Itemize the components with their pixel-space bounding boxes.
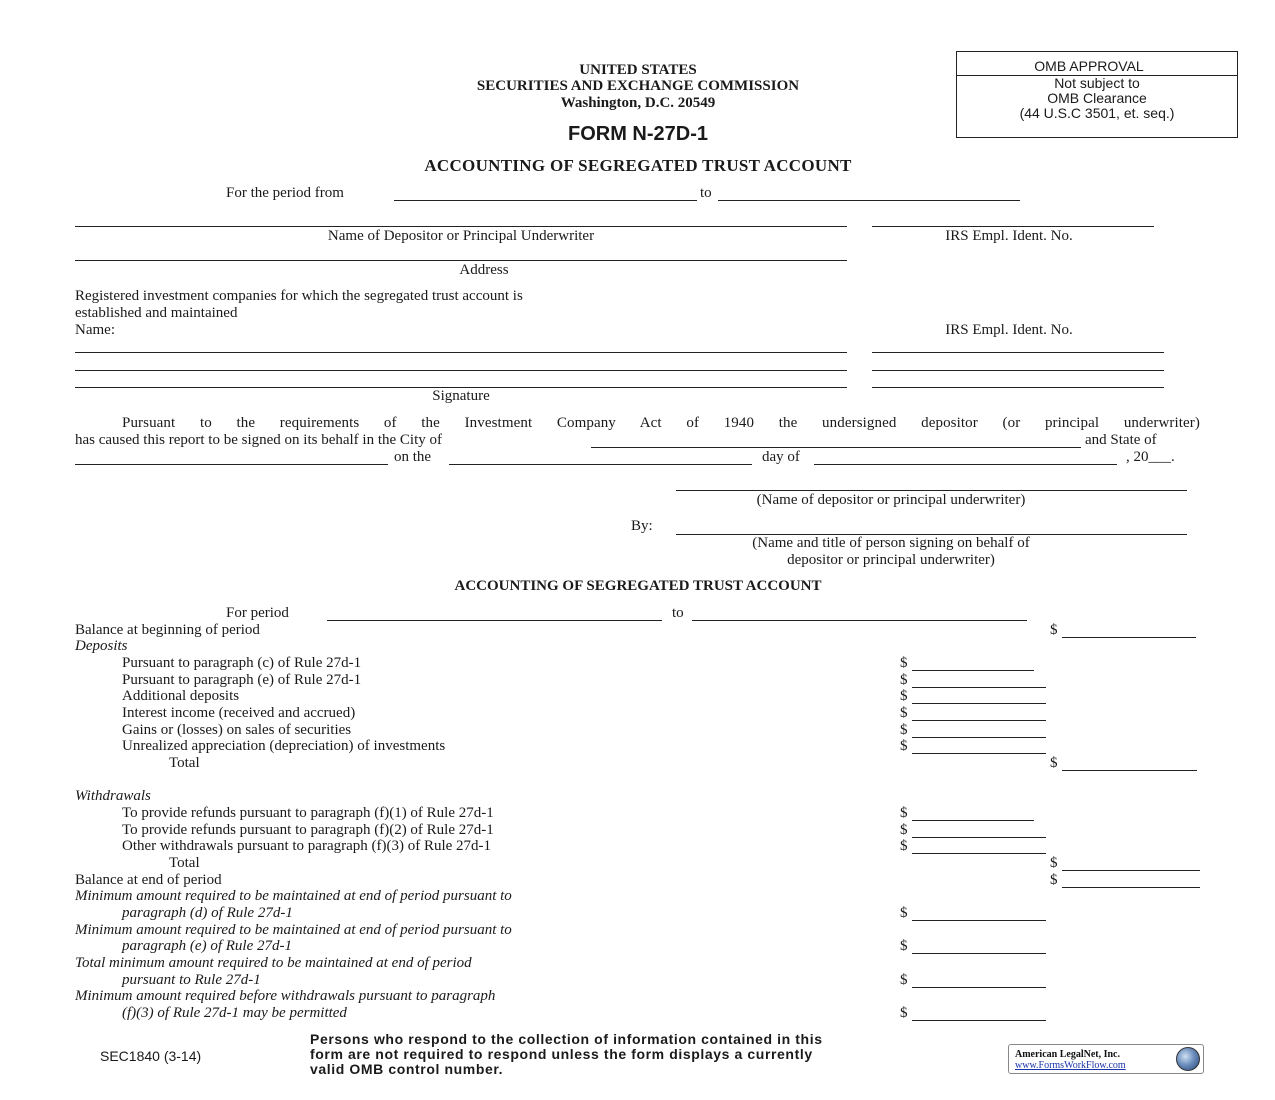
omb-approval-box: [956, 51, 1238, 138]
withdrawal-3-field[interactable]: [912, 853, 1046, 854]
attestation-year: , 20___.: [1126, 449, 1175, 465]
accounting-title: ACCOUNTING OF SEGREGATED TRUST ACCOUNT: [454, 578, 822, 594]
deposit-2-field[interactable]: [912, 687, 1046, 688]
omb-line-3: (44 U.S.C 3501, et. seq.): [1019, 105, 1175, 121]
signer-caption-1: (Name and title of person signing on behalf of: [752, 535, 1030, 551]
minimum-3-field[interactable]: [912, 987, 1046, 988]
omb-line-2: OMB Clearance: [1047, 90, 1147, 106]
withdrawals-total-dollar: $: [1050, 855, 1058, 871]
agency-line-3: Washington, D.C. 20549: [560, 95, 716, 111]
accounting-to-label: to: [672, 605, 684, 621]
publisher-logo[interactable]: [1008, 1044, 1204, 1074]
attestation-on-the: on the: [394, 449, 432, 465]
period-to-field[interactable]: [718, 200, 1020, 201]
deposits-heading: Deposits: [75, 638, 128, 654]
accounting-period-from-field[interactable]: [327, 620, 662, 621]
deposit-1-dollar: $: [900, 655, 908, 671]
globe-icon: [1176, 1047, 1200, 1071]
balance-begin-dollar: $: [1050, 622, 1058, 638]
company-irs-field-1[interactable]: [872, 352, 1164, 353]
city-field[interactable]: [591, 447, 1081, 448]
minimum-3-dollar: $: [900, 972, 908, 988]
withdrawal-item-2: To provide refunds pursuant to paragraph (f)(2) of Rule 27d-1: [122, 822, 494, 838]
withdrawal-item-3: Other withdrawals pursuant to paragraph (f)(3) of Rule 27d-1: [122, 838, 492, 854]
company-name-field-2[interactable]: [75, 370, 847, 371]
form-title: ACCOUNTING OF SEGREGATED TRUST ACCOUNT: [424, 156, 852, 175]
deposit-item-5: Gains or (losses) on sales of securities: [122, 722, 352, 738]
balance-begin-field[interactable]: [1062, 637, 1196, 638]
minimum-3-line-2: pursuant to Rule 27d-1: [122, 972, 261, 988]
month-field[interactable]: [814, 464, 1117, 465]
by-label: By:: [631, 518, 653, 534]
minimum-4-line-1: Minimum amount required before withdrawals pursuant to paragraph: [75, 988, 496, 1004]
depositor-name-field[interactable]: [75, 226, 847, 227]
notice-line-2: form are not required to respond unless the form displays a currently: [310, 1046, 813, 1062]
withdrawals-total-field[interactable]: [1062, 870, 1200, 871]
minimum-1-line-1: Minimum amount required to be maintained at end of period pursuant to: [75, 888, 512, 904]
companies-text-line-2: established and maintained: [75, 305, 238, 321]
omb-notice: [310, 1032, 990, 1077]
address-label: Address: [459, 262, 509, 278]
notice-line-1: Persons who respond to the collection of information contained in this: [310, 1031, 823, 1047]
companies-name-label: Name:: [75, 322, 115, 338]
withdrawals-heading: Withdrawals: [75, 788, 151, 804]
logo-url-link[interactable]: www.FormsWorkFlow.com: [1015, 1060, 1126, 1071]
deposit-2-dollar: $: [900, 672, 908, 688]
logo-company-name: American LegalNet, Inc.: [1015, 1049, 1120, 1060]
attestation-day-of: day of: [762, 449, 800, 465]
depositor-name-label: Name of Depositor or Principal Underwriter: [327, 228, 595, 244]
day-field[interactable]: [449, 464, 752, 465]
company-irs-field-2[interactable]: [872, 370, 1164, 371]
minimum-3-line-1: Total minimum amount required to be maintained at end of period: [75, 955, 472, 971]
deposit-6-dollar: $: [900, 738, 908, 754]
withdrawals-total-label: Total: [169, 855, 200, 871]
depositor-irs-label: IRS Empl. Ident. No.: [945, 228, 1073, 244]
depositor-signature-field[interactable]: [676, 490, 1187, 491]
address-field[interactable]: [75, 260, 847, 261]
withdrawal-2-dollar: $: [900, 822, 908, 838]
company-irs-field-3[interactable]: [872, 387, 1164, 388]
minimum-1-line-2: paragraph (d) of Rule 27d-1: [122, 905, 293, 921]
deposit-3-field[interactable]: [912, 703, 1046, 704]
attestation-line-1: Pursuant to the requirements of the Investment Company Act of 1940 the undersigned depositor (or principal underwriter): [122, 415, 1200, 431]
period-from-label: For the period from: [226, 185, 344, 201]
minimum-4-dollar: $: [900, 1005, 908, 1021]
withdrawal-3-dollar: $: [900, 838, 908, 854]
deposit-4-dollar: $: [900, 705, 908, 721]
minimum-4-line-2: (f)(3) of Rule 27d-1 may be permitted: [122, 1005, 347, 1021]
deposits-total-dollar: $: [1050, 755, 1058, 771]
withdrawal-2-field[interactable]: [912, 837, 1046, 838]
deposit-item-3: Additional deposits: [122, 688, 240, 704]
withdrawal-1-dollar: $: [900, 805, 908, 821]
balance-end-field[interactable]: [1062, 887, 1200, 888]
depositor-irs-field[interactable]: [872, 226, 1154, 227]
withdrawal-item-1: To provide refunds pursuant to paragraph (f)(1) of Rule 27d-1: [122, 805, 494, 821]
deposit-5-field[interactable]: [912, 737, 1046, 738]
deposit-item-1: Pursuant to paragraph (c) of Rule 27d-1: [122, 655, 362, 671]
deposits-total-field[interactable]: [1062, 770, 1197, 771]
form-code: SEC1840 (3-14): [100, 1048, 202, 1064]
signature-label: Signature: [432, 388, 490, 404]
deposit-item-2: Pursuant to paragraph (e) of Rule 27d-1: [122, 672, 362, 688]
minimum-2-dollar: $: [900, 938, 908, 954]
deposit-3-dollar: $: [900, 688, 908, 704]
deposits-total-label: Total: [169, 755, 200, 771]
minimum-2-field[interactable]: [912, 953, 1046, 954]
agency-line-1: UNITED STATES: [579, 62, 697, 78]
minimum-2-line-1: Minimum amount required to be maintained at end of period pursuant to: [75, 922, 512, 938]
company-name-field-1[interactable]: [75, 352, 847, 353]
deposit-5-dollar: $: [900, 722, 908, 738]
minimum-1-field[interactable]: [912, 920, 1046, 921]
companies-text-line-1: Registered investment companies for which the segregated trust account is: [75, 288, 523, 304]
agency-line-2: SECURITIES AND EXCHANGE COMMISSION: [476, 78, 800, 94]
companies-irs-label: IRS Empl. Ident. No.: [945, 322, 1073, 338]
minimum-2-line-2: paragraph (e) of Rule 27d-1: [122, 938, 292, 954]
depositor-caption: (Name of depositor or principal underwriter): [756, 492, 1026, 508]
deposit-item-4: Interest income (received and accrued): [122, 705, 356, 721]
period-to-label: to: [700, 185, 712, 201]
omb-title: OMB APPROVAL: [1034, 58, 1144, 74]
accounting-period-to-field[interactable]: [692, 620, 1027, 621]
deposit-item-6: Unrealized appreciation (depreciation) of investments: [122, 738, 446, 754]
minimum-1-dollar: $: [900, 905, 908, 921]
signer-caption-2: depositor or principal underwriter): [787, 552, 995, 568]
balance-end-dollar: $: [1050, 872, 1058, 888]
period-from-field[interactable]: [394, 200, 697, 201]
balance-begin-label: Balance at beginning of period: [75, 622, 260, 638]
omb-line-1: Not subject to: [1054, 75, 1140, 91]
withdrawal-1-field[interactable]: [912, 820, 1034, 821]
state-field[interactable]: [75, 464, 388, 465]
minimum-4-field[interactable]: [912, 1020, 1046, 1021]
attestation-line-2-start: has caused this report to be signed on its behalf in the City of: [75, 432, 443, 448]
deposit-1-field[interactable]: [912, 670, 1034, 671]
deposit-6-field[interactable]: [912, 753, 1046, 754]
attestation-line-2-end: and State of: [1085, 432, 1157, 448]
balance-end-label: Balance at end of period: [75, 872, 222, 888]
for-period-label: For period: [226, 605, 289, 621]
notice-line-3: valid OMB control number.: [310, 1061, 504, 1077]
deposit-4-field[interactable]: [912, 720, 1046, 721]
form-number: FORM N-27D-1: [567, 123, 708, 145]
